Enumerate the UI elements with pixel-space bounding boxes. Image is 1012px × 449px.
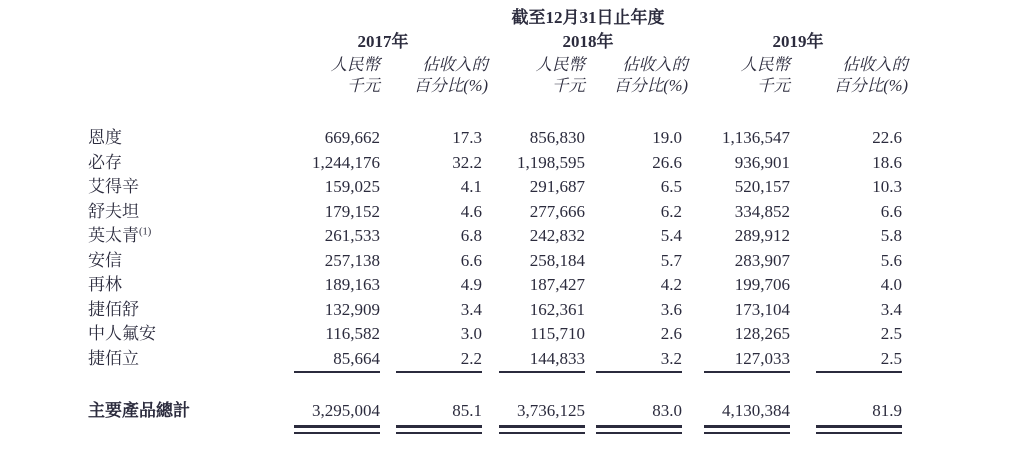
column-rules-row: [0, 371, 1012, 373]
pct-value-cell: 3.2: [660, 348, 682, 368]
table-row: [0, 126, 1012, 151]
rmb-value-cell: 669,662: [324, 128, 380, 147]
table-row: [0, 273, 1012, 298]
subheader-rmb-2018: 人民幣 千元: [535, 55, 585, 95]
double-rule: [294, 425, 380, 434]
pct-value-cell: 2.5: [880, 348, 902, 368]
pct-value-cell: 2.2: [460, 348, 482, 368]
rmb-value-cell: 173,104: [734, 299, 790, 319]
pct-value-cell: 6.2: [660, 201, 682, 221]
column-rule: [396, 371, 482, 373]
pct-value-cell: 6.5: [660, 177, 682, 196]
pct-value-cell: 19.0: [652, 128, 682, 147]
rmb-value-cell: 132,909: [324, 299, 380, 319]
rmb-value-cell: 189,163: [324, 275, 380, 294]
product-name: 恩度: [88, 128, 122, 147]
pct-value-cell: 3.4: [460, 299, 482, 319]
rmb-value-cell: 128,265: [734, 324, 790, 343]
rmb-value-cell: 520,157: [734, 177, 790, 196]
product-name: 再林: [88, 275, 122, 294]
pct-value-cell: 26.6: [652, 152, 682, 172]
double-rule: [596, 425, 682, 434]
pct-value-cell: 2.5: [880, 324, 902, 343]
pct-value-cell: 2.6: [660, 324, 682, 343]
pct-value-cell: 4.0: [880, 275, 902, 294]
product-name: 中人氟安: [88, 324, 156, 343]
double-rule: [499, 425, 585, 434]
pct-value-cell: 32.2: [452, 152, 482, 172]
table-row: [0, 249, 1012, 274]
product-name: 必存: [88, 152, 122, 172]
total-pct-cell: 81.9: [872, 401, 902, 420]
pct-value-cell: 4.1: [460, 177, 482, 196]
rmb-value-cell: 291,687: [529, 177, 585, 196]
product-name: 英太青$^{(1)}$: [88, 226, 152, 245]
rmb-value-cell: 334,852: [734, 201, 790, 221]
rmb-value-cell: 127,033: [734, 348, 790, 368]
pct-value-cell: 5.4: [660, 226, 682, 245]
rmb-value-cell: 258,184: [529, 250, 585, 270]
table-header-period-row: [0, 7, 1012, 31]
year-header-2019: 2019年: [772, 32, 824, 51]
pct-value-cell: 6.6: [880, 201, 902, 221]
table-row: [0, 151, 1012, 176]
pct-value-cell: 4.6: [460, 201, 482, 221]
product-name: 艾得辛: [88, 177, 139, 196]
rmb-value-cell: 283,907: [734, 250, 790, 270]
period-title: 截至12月31日止年度: [511, 8, 665, 27]
double-rule: [704, 425, 790, 434]
rmb-value-cell: 1,198,595: [517, 152, 585, 172]
pct-value-cell: 22.6: [872, 128, 902, 147]
pct-value-cell: 5.7: [660, 250, 682, 270]
subheader-pct-2017: 佔收入的 百分比(%): [413, 55, 488, 95]
total-rmb-cell: 3,295,004: [312, 401, 380, 420]
rmb-value-cell: 116,582: [325, 324, 380, 343]
total-row: [0, 400, 1012, 421]
table-row: [0, 175, 1012, 200]
footnote-marker: (1): [139, 226, 152, 238]
total-double-rules-row: [0, 425, 1012, 434]
total-label: 主要產品總計: [88, 401, 190, 420]
rmb-value-cell: 856,830: [529, 128, 585, 147]
rmb-value-cell: 179,152: [324, 201, 380, 221]
rmb-value-cell: 277,666: [529, 201, 585, 221]
subheader-rmb-2017: 人民幣 千元: [330, 55, 380, 95]
pct-value-cell: 3.6: [660, 299, 682, 319]
pct-value-cell: 18.6: [872, 152, 902, 172]
product-name: 舒夫坦: [88, 201, 139, 221]
rmb-value-cell: 85,664: [333, 348, 380, 368]
pct-value-cell: 5.6: [880, 250, 902, 270]
table-row: [0, 224, 1012, 249]
rmb-value-cell: 159,025: [324, 177, 380, 196]
subheader-pct-2018: 佔收入的 百分比(%): [613, 55, 688, 95]
rmb-value-cell: 162,361: [529, 299, 585, 319]
table-row: [0, 200, 1012, 225]
total-rmb-cell: 3,736,125: [517, 401, 585, 420]
column-rule: [294, 371, 380, 373]
rmb-value-cell: 199,706: [734, 275, 790, 294]
column-rule: [596, 371, 682, 373]
rmb-value-cell: 1,244,176: [312, 152, 380, 172]
pct-value-cell: 4.2: [660, 275, 682, 294]
table-column-subheaders: [0, 54, 1012, 100]
table-header-years-row: [0, 31, 1012, 54]
subheader-rmb-2019: 人民幣 千元: [740, 55, 790, 95]
table-row: [0, 347, 1012, 372]
pct-value-cell: 17.3: [452, 128, 482, 147]
pct-value-cell: 3.0: [460, 324, 482, 343]
column-rule: [499, 371, 585, 373]
rmb-value-cell: 261,533: [324, 226, 380, 245]
rmb-value-cell: 936,901: [734, 152, 790, 172]
pct-value-cell: 5.8: [880, 226, 902, 245]
table-body: [0, 126, 1012, 371]
pct-value-cell: 6.6: [460, 250, 482, 270]
rmb-value-cell: 257,138: [324, 250, 380, 270]
subheader-spacer: [88, 54, 278, 100]
table-row: [0, 298, 1012, 323]
product-name: 捷佰舒: [88, 299, 139, 319]
pct-value-cell: 3.4: [880, 299, 902, 319]
total-rmb-cell: 4,130,384: [722, 401, 790, 420]
total-pct-cell: 83.0: [652, 401, 682, 420]
total-pct-cell: 85.1: [452, 401, 482, 420]
year-header-2017: 2017年: [357, 32, 409, 51]
column-rule: [704, 371, 790, 373]
table-row: [0, 322, 1012, 347]
product-name: 安信: [88, 250, 122, 270]
pct-value-cell: 6.8: [460, 226, 482, 245]
pct-value-cell: 10.3: [872, 177, 902, 196]
pct-value-cell: 4.9: [460, 275, 482, 294]
product-name: 捷佰立: [88, 348, 139, 368]
rmb-value-cell: 289,912: [734, 226, 790, 245]
rmb-value-cell: 144,833: [529, 348, 585, 368]
subheader-pct-2019: 佔收入的 百分比(%): [833, 55, 908, 95]
rmb-value-cell: 242,832: [529, 226, 585, 245]
double-rule: [816, 425, 902, 434]
rmb-value-cell: 187,427: [529, 275, 585, 294]
year-header-2018: 2018年: [562, 32, 614, 51]
double-rule: [396, 425, 482, 434]
rmb-value-cell: 1,136,547: [722, 128, 790, 147]
rmb-value-cell: 115,710: [530, 324, 585, 343]
column-rule: [816, 371, 902, 373]
